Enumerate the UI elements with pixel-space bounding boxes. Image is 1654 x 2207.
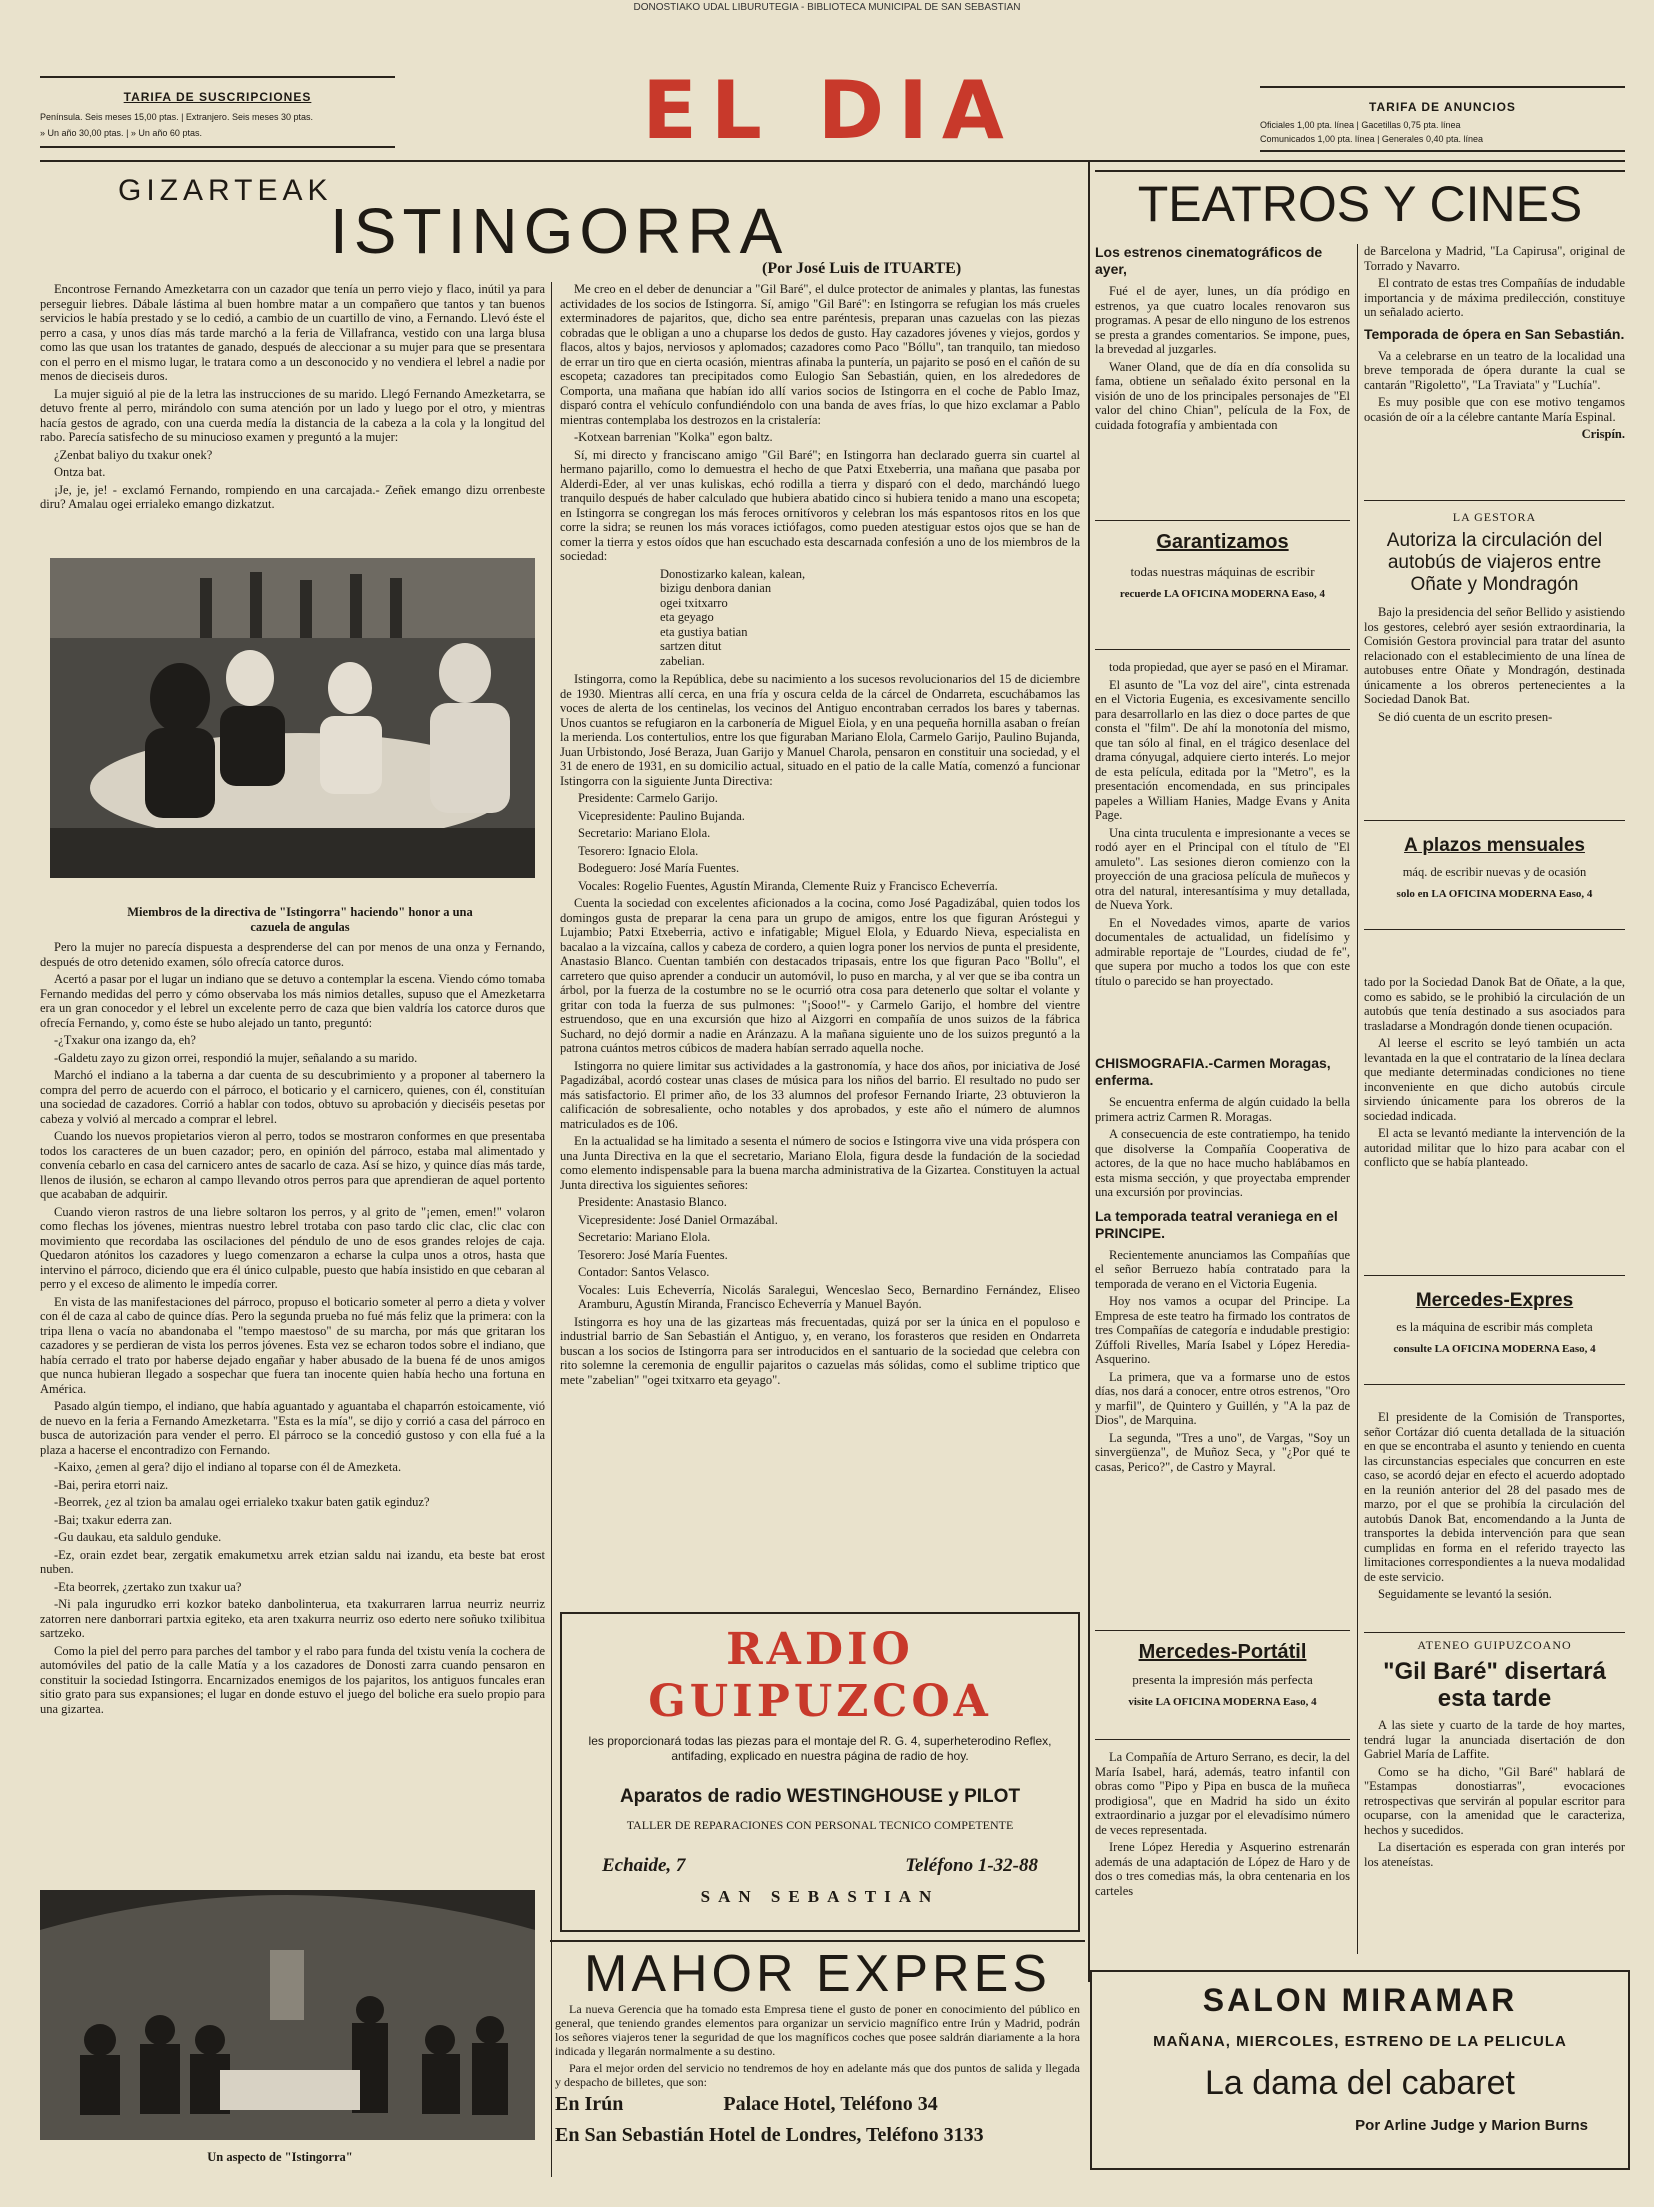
rule (40, 146, 395, 148)
ad-title: MAHOR EXPRES (584, 1945, 1051, 2003)
junta-line: Secretario: Mariano Elola. (578, 826, 711, 840)
verse-line: Donostizarko kalean, kalean, (660, 566, 806, 581)
paragraph: Pero la mujer no parecía dispuesta a desprenderse del can por menos de una onza y Fernando, después de otro detenido examen, sólo ofrecía catorce duros. (40, 940, 545, 969)
teatros-headline: TEATROS Y CINES (1137, 176, 1583, 232)
photo-illustration (40, 1890, 535, 2140)
salon-miramar-ad (1090, 1970, 1630, 2170)
junta-line: Tesorero: José María Fuentes. (578, 1247, 728, 1262)
ad-mercedes-expres (1364, 1275, 1625, 1385)
radio-guipuzcoa-ad (560, 1612, 1080, 1932)
junta-line: Vocales: Rogelio Fuentes, Agustín Miranda, Clemente Ruiz y Francisco Echeverría. (578, 878, 998, 893)
paragraph: Encontrose Fernando Amezketarra con un cazador que tenía un perro viejo y flaco, inútil ya para perseguir liebres. Dábale lástima al buen hombre matar a un compañero que tantos y tan buenos servicios le había prestado y se lo cedió, a cambio de un cuartillo de vino, a Fernando. Llevó éste el perro a casa, y unos días más tarde marchó a la feria de Villafranca, vestido con una larga blusa como las que usan los tratantes de ganado, después de aleccionar a su mujer para que se presentara con el perro en el mismo lugar, le tratara como a un desconocido y no vendiera el lebrel a nadie por menos de dieciseis duros. (40, 282, 545, 383)
dialogue-line: -Bai, perira etorri naiz. (54, 1477, 169, 1492)
junta-line: Tesorero: Ignacio Elola. (578, 843, 699, 858)
photo-caption: Un aspecto de "Istingorra" (207, 2150, 353, 2164)
dialogue-line: -Beorrek, ¿ez al tzion ba amalau ogei errialeko txakur baten gatik eginduz? (54, 1495, 430, 1509)
gestora-label: LA GESTORA (1452, 510, 1537, 524)
verse-line: eta geyago (660, 610, 714, 624)
teatros-column-a-4 (1095, 1750, 1350, 1950)
ad-place-label: En Irún (555, 2093, 624, 2115)
article-column-1 (40, 282, 545, 550)
gestora-headline: Autoriza la circulación del autobús de viajeros entre Oñate y Mondragón (1386, 530, 1603, 595)
ad-city: SAN SEBASTIAN (700, 1887, 940, 1906)
ad-address: Echaide, 7 (602, 1855, 686, 1876)
photo-illustration (50, 558, 535, 878)
ad-title: SALON MIRAMAR (1202, 1982, 1518, 2018)
dialogue-line: -Ez, orain ezdet bear, zergatik emakumetxu arrek etzian saldu nai izandu, eta beste bat erost nuben. (40, 1547, 545, 1576)
ad-title: Mercedes-Portátil (1138, 1641, 1307, 1663)
paragraph: Istingorra es hoy una de las gizarteas más frecuentadas, quizá por ser la única en el populoso e industrial barrio de San Sebastián el Antiguo, y, en verano, los forasteros que residen en Ondarreta buscan a los socios de Istingorra para ser introducidos en el santuario de la sociedad que celebra con rito solemne la ceremonia de engullir pajaritos o cazuelas más sólidas, como el sublime triptico que mete "zabelian" "ogei txitxarro eta geyago". (560, 1314, 1080, 1387)
masthead-rule (40, 160, 1625, 162)
ad-contact (582, 1855, 1058, 1877)
paragraph: Marchó el indiano a la taberna a dar cuenta de su descubrimiento y a proponer al tabernero la compra del perro de acuerdo con el párroco, el boticario y el carnicero, quienes, con él, constituían una sociedad de cazadores. Corrió a hablar con todos, obtuvo su aprobación y dieciséis pesetas por cabeza y volvió al mercado a comprar el lebrel. (40, 1068, 545, 1126)
paragraph: Istingorra, como la República, debe su nacimiento a los sucesos revolucionarios del 15 de diciembre de 1930. Mientras allí cerca, en una fría y oscura celda de la cárcel de Ondarreta, escuchábamos las voces de alerta de los centinelas, los vecinos del Antiguo encontraban cerrados los bares y tabernas. Unos cuantos se refugiaron en la carbonería de Miguel Eiola, y en una pequeña hornilla asaban o freían la merienda. Los contertulios, entre los que figuraban Mariano Elola, Carmelo Garijo, Paulino Bujanda, Juan Urbistondo, José Beraza, Juan Garijo y Manuel Charola, pensaron en constituir una sociedad, y el 31 de enero de 1931, en su domicilio actual, situado en el patio de la calle Matía, comenzó a funcionar Istingorra con la siguiente Junta Directiva: (560, 672, 1080, 788)
paragraph: toda propiedad, que ayer se pasó en el Miramar. (1109, 660, 1349, 674)
article-column-2 (560, 282, 1080, 1772)
dialogue-line: -Gu daukau, eta saldulo genduke. (54, 1530, 222, 1544)
paragraph: La Compañía de Arturo Serrano, es decir, la del María Isabel, hará, además, teatro infantil con obras como "Pipo y Pipa en busca de la muñeca prodigiosa", que en Madrid ha sido un éxito extraordinario a juzgar por el elevadísimo número de veces representada. (1095, 1750, 1350, 1837)
dialogue-line: Ontza bat. (54, 465, 106, 479)
section-label: GIZARTEAK (118, 174, 333, 207)
subscription-heading: TARIFA DE SUSCRIPCIONES (123, 90, 312, 104)
ad-a-plazos (1364, 820, 1625, 930)
gestora-body-2 (1364, 975, 1625, 1270)
paragraph: A las siete y cuarto de la tarde de hoy martes, tendrá lugar la anunciada disertación de don Gabriel María de Laffite. (1364, 1718, 1625, 1761)
teatros-column-a (1095, 244, 1350, 514)
column-rule (551, 282, 552, 2177)
dialogue-line: -Bai; txakur ederra zan. (54, 1512, 172, 1527)
ad-store: visite LA OFICINA MODERNA Easo, 4 (1128, 1696, 1317, 1708)
paragraph: Cuando los nuevos propietarios vieron al perro, todos se mostraron conformes en que presentaba todos los caracteres de un buen cazador; pero, en opinión del párroco, estaba mal alimentado y convenía cebarlo en casa del carnicero antes de sacarlo de caza. Así se hizo, y quince días más tarde, llenos de ilusión, se echaron al campo llevando otros perros para que aprendieran de aquel portento que acababan de adquirir. (40, 1129, 545, 1201)
ad-text: es la máquina de escribir más completa (1396, 1320, 1593, 1334)
ad-film-title: La dama del cabaret (1205, 2064, 1515, 2102)
junta-line: Presidente: Carmelo Garijo. (578, 791, 718, 805)
paragraph: Cuando vieron rastros de una liebre soltaron los perros, y al grito de "¡emen, emen!" volaron como flechas los jóvenes, mientras nuestro lebrel trotaba con paso tardo clic clac, clic clac con movimiento que recordaba las oscilaciones del péndulo de uno de esos grandes relojes de caja. Quedaron atónitos los cazadores y luego comenzaron a echarse la culpa unos a otros, hasta que intervino el párroco, diciendo que era él único culpable, puesto que había insistido en que cebaran al perro y el exceso de alimento le impedía correr. (40, 1204, 545, 1291)
verse-line: sartzen ditut (660, 639, 722, 653)
dialogue-line: -Ni pala ingurudko erri kozkor bateko danbolinterua, eta txakurraren larrua neurriz neurriz zatorren nere danborrari partxia egiteko, eta aren txakurra neurriz oso ederto nere soñuko txilibitua sartzeko. (40, 1597, 545, 1640)
rule (40, 76, 395, 78)
rule (1095, 170, 1625, 172)
paragraph: En vista de las manifestaciones del párroco, propuso el boticario someter al perro a dieta y volver con él de caza al cabo de quince días. Pero la segunda prueba no fué más feliz que la primera: con la tripa llena o vacía no abandonaba el "tempo maestoso" de su marcha, por más que gritaran los cazadores y se perdieran de vista los perros jóvenes. Esta vez se echaron todos sobre el indiano, que había cerrado el trato por haberse dejado engañar y haber abusado de la buena fé de unos amigos que nunca hubieran llegado a sospechar que fuera tan inocente quien había hecho una fortuna en América. (40, 1294, 545, 1396)
gestora-body (1364, 605, 1625, 760)
ad-text: MAÑANA, MIERCOLES, ESTRENO DE LA PELICULA (1153, 2033, 1567, 2050)
ad-title: RADIO GUIPUZCOA (648, 1624, 992, 1727)
paragraph: La primera, que va a formarse uno de estos días, nos dará a conocer, entre otros estrenos, "Oro y marfil", de Quintero y Guillén, y "A la paz de Dios", de Marquina. (1095, 1369, 1350, 1427)
paragraph: tado por la Sociedad Danok Bat de Oñate, a la que, como es sabido, se le prohibió la circulación de un autobús que tenía destinado a sus asociados para trasladarse a Mondragón donde tienen ocupación. (1364, 975, 1625, 1033)
paragraph: Cuenta la sociedad con excelentes aficionados a la cocina, como José Pagadizábal, quien todos los domingos gusta de preparar la cena para un grupo de amigos, entre los que figuran Aróstegui y Lujambio; Patxi Etxeberria, activo e infatigable; Miguel Elola, y Eduardo Nieva, especialista en bacalao a la vizcaína, callos y cabeza de cordero, a quien logra poner los nervios de punta el presidente, Anastasio Blanco. Cuentan también con destacados tripasais, entre los que figuran Paco "Bollu", el carretero que quiso aprender a conducir un automóvil, lo puso en marcha, y al ver que se iba contra un árbol, por la fuerza de la costumbre no se le ocurrió otra cosa para detenerlo que soltar el volante y gritar con toda la fuerza de sus pulmones: "¡Sooo!"- y Carmelo Garijo, el hombre del vientre estruendoso, que en una excursión que hizo al Aizgorri en compañía de unos suizos de la fábrica Suchard, no dejó dormir a nadie en Aránzazu. A la mañana siguiente uno de los suizos preguntó a la patrona cuántos metros cúbicos de madera habían serrado aquella noche. (560, 896, 1080, 1055)
paragraph: Hoy nos vamos a ocupar del Principe. La Empresa de este teatro ha firmado los contratos de tres Compañías de categoría e indudable prestigio: Zúffoli Rivelles, María Isabel y López Heredia-Asquerino. (1095, 1294, 1350, 1366)
dialogue-line: ¡Je, je, je! - exclamó Fernando, rompiendo en una carcajada.- Zeñek emango dizu orrenbeste diru? Amalau ogei errialeko emango dizkatzut. (40, 482, 545, 511)
dialogue-line: -¿Txakur ona izango da, eh? (54, 1033, 196, 1047)
paragraph: -Kotxean barrenian "Kolka" egon baltz. (574, 430, 773, 444)
ad-cast: Por Arline Judge y Marion Burns (1355, 2117, 1588, 2134)
subheading: Temporada de ópera en San Sebastián. (1364, 325, 1625, 342)
paragraph: Se dió cuenta de un escrito presen- (1378, 709, 1553, 724)
paragraph: Bajo la presidencia del señor Bellido y asistiendo los gestores, celebró ayer sesión extraordinaria, la Comisión Gestora provincial para tratar del asunto relacionado con el establecimiento de una línea de autobuses entre Oñate y Mondragón, destinada únicamente a los obreros pertenecientes a la Sociedad Danok Bat. (1364, 605, 1625, 706)
ad-place: Palace Hotel, Teléfono 34 (723, 2093, 938, 2115)
paragraph: de Barcelona y Madrid, "La Capirusa", original de Torrado y Navarro. (1364, 244, 1625, 273)
masthead-title: EL DIA (642, 64, 1018, 157)
junta-line: Vicepresidente: Paulino Bujanda. (578, 808, 745, 823)
subheading: CHISMOGRAFIA.-Carmen Moragas, enferma. (1095, 1055, 1331, 1088)
teatros-column-a-3 (1095, 1055, 1350, 1595)
verse-line: ogei txitxarro (660, 595, 728, 610)
junta-line: Contador: Santos Velasco. (578, 1265, 710, 1279)
archive-source-line: DONOSTIAKO UDAL LIBURUTEGIA - BIBLIOTECA MUNICIPAL DE SAN SEBASTIAN (633, 2, 1021, 13)
signature: Crispín. (1581, 427, 1625, 441)
photo-caption: Miembros de la directiva de "Istingorra" haciendo" honor a una cazuela de angulas (127, 905, 473, 934)
paragraph: El presidente de la Comisión de Transportes, señor Cortázar dió cuenta detallada de la situación en que se encontraba el asunto y teniendo en cuenta las circunstancias especiales que concurren en este caso, se acordó dejar en efecto el acuerdo adoptado en la reunión anterior del 28 del pasado mes de marzo, por el que se prohibía la circulación del autobús Danok Bat, encomendando a la Junta de transportes la debida intervención para que sean cumplidas en forma en el referido trayecto las limitaciones correspondientes a la nueva modalidad de este servicio. (1364, 1410, 1625, 1584)
ad-store: recuerde LA OFICINA MODERNA Easo, 4 (1119, 588, 1326, 600)
column-rule (1357, 244, 1358, 1954)
ad-text: Para el mejor orden del servicio no tendremos de hoy en adelante más que dos puntos de salida y llegada y despacho de billetes, que son: (555, 2061, 1080, 2089)
article-column-1-continued (40, 940, 545, 1895)
photo-istingorra-aspect (40, 1890, 535, 2140)
ad-garantizamos (1095, 520, 1350, 650)
ad-title: Garantizamos (1156, 531, 1289, 553)
paragraph: Va a celebrarse en un teatro de la localidad una breve temporada de ópera durante la cual se cantarán "Rigoletto", "La Traviata" y "Luchía". (1364, 348, 1625, 392)
paragraph: Irene López Heredia y Asquerino estrenarán además de una adaptación de López de Haro y de dos o tres comedias más, la obra centenaria en los carteles (1095, 1840, 1350, 1898)
ad-phone: Teléfono 1-32-88 (905, 1855, 1038, 1876)
paragraph: Me creo en el deber de denunciar a "Gil Baré", el dulce protector de animales y plantas, las funestas actividades de los socios de Istingorra. Sí, amigo "Gil Baré": en Istingorra se refugian los más crueles exterminadores de pajaritos, que, dicho sea entre paréntesis, preparan unas cazuelas con las piezas cobradas que le obligan a uno a chuparse los dedos de gusto. Hay cazadores jóvenes y viejos, gordos y flacos, altos y bajos, nerviosos y aplomados; cazadores como Paco "Bóllu", tan tranquilo, tan miedoso de errar un tiro que en cierta ocasión, mientras afinaba la puntería, un pajarito se posó en el cañón de su escopeta; cazadores tan precipitados como Eulogio San Sebastián, quien, en los alrededores de Comporta, una mañana que habían ido allí varios socios de Istingorra en el coche de Pablo Imaz, disparó contra el vehículo confundiéndolo con una banda de aves frías, lo que hizo exclamar a Pablo mientras contemplaba los destrozos en la cristalería: (560, 282, 1080, 427)
subscription-row: » Un año 30,00 ptas. | » Un año 60 ptas. (40, 128, 202, 138)
verse-line: bizigu denbora danian (660, 581, 772, 595)
junta-line: Bodeguero: José María Fuentes. (578, 861, 740, 875)
ad-text: La nueva Gerencia que ha tomado esta Empresa tiene el gusto de poner en conocimiento del público en general, que teniendo grandes elementos para organizar un servicio magnífico entre Irún y Madrid, podrán los señores viajeros tener la seguridad de que los magníficos coches que posee saldrán diariamente a la hora indicada y llegarán normalmente a su destino. (555, 2002, 1080, 2058)
ateneo-headline: "Gil Baré" disertará esta tarde (1383, 1658, 1606, 1712)
ad-text: máq. de escribir nuevas y de ocasión (1402, 865, 1587, 879)
ad-text: todas nuestras máquinas de escribir (1130, 564, 1315, 579)
ad-title: A plazos mensuales (1404, 835, 1585, 856)
paragraph: El acta se levantó mediante la intervención de la autoridad militar que lo hizo para acabar con el conflicto que se había planteado. (1364, 1126, 1625, 1169)
dialogue-line: -Galdetu zayo zu gizon orrei, respondió la mujer, señalando a su marido. (54, 1050, 418, 1065)
ad-store: consulte LA OFICINA MODERNA Easo, 4 (1393, 1343, 1596, 1355)
paragraph: En el Novedades vimos, aparte de varios documentales de actualidad, un fidelísimo y admirable reportaje de "Lourdes, ciudad de fe", que supera por mucho a todos los que con este título o parecido se han proyectado. (1095, 915, 1350, 988)
paragraph: Una cinta truculenta e impresionante a veces se rodó ayer en el Principal con el título de "El amuleto". Las sesiones dieron comienzo con la proyección de una graciosa película de muñecos y otra del natural, interesantísima y muy detallada, de Nueva York. (1095, 825, 1350, 912)
teatros-column-a-2 (1095, 660, 1350, 1045)
dialogue-line: -Eta beorrek, ¿zertako zun txakur ua? (54, 1579, 242, 1594)
ateneo-body (1364, 1718, 1625, 1948)
paragraph: Sí, mi directo y franciscano amigo "Gil Baré"; en Istingorra han declarado guerra sin cuartel al hermano pajarillo, como lo demuestra el hecho de que Patxi Etxeberria, una mañana que pasaba por Alderdi-Eder, al ver unas kuliskas, echó rodilla a tierra y disparó con el dedo, marchándó luego tranquilo después de haber calculado que hubiera abatido cinco si hubiera tenido a mano una escopeta; en Istingorra se congregan los más feroces ornitívoros y celebran los más espantosos ritos en los que corre la sidra; se reunen los más voraces ictiófagos, como pueden atestiguar estos ojos que se han de comer la tierra y estos oídos que han escuchado esta descarnada confesión a uno de los miembros de la sociedad: (560, 447, 1080, 563)
paragraph: Seguidamente se levantó la sesión. (1378, 1587, 1552, 1601)
paragraph: La disertación es esperada con gran interés por los ateneístas. (1364, 1840, 1625, 1869)
rule (1260, 150, 1625, 152)
column-rule (1088, 162, 1090, 1982)
paragraph: Fué el de ayer, lunes, un día pródigo en estrenos, ya que cuatro locales renovaron sus programas. A pesar de ello ninguno de los estrenos se presta a grandes comentarios. Se impone, pues, la brevedad al juzgarles. (1095, 284, 1350, 356)
paragraph: Como la piel del perro para parches del tambor y el rabo para funda del txistu venía la cochera de automóviles del patio de la calle Matía y a los cazadores de Donosti zarra cuando pensaron en constituir la sociedad Istingorra. Encarnizados enemigos de los pajaritos, los antiguos funcales eran sitio grato para sus expansiones; el lugar en donde estuvo el juego del boliche era suelo propio para una gizartea. (40, 1643, 545, 1716)
dialogue-line: -Kaixo, ¿emen al gera? dijo el indiano al toparse con él de Amezketa. (54, 1460, 402, 1474)
ad-text: presenta la impresión más perfecta (1132, 1672, 1313, 1687)
paragraph: El asunto de "La voz del aire", cinta estrenada en el Victoria Eugenia, es excesivamente sencillo para desarrollarlo en las diez o doce partes de que consta el "film". De ahí la monotonía del mismo, que tan sólo al final, en el trágico desenlace del drama cónyugal, adquiere cierto interés. Lo mejor de esta película, editada por la "Metro", es la presentación encomendada, en sus principales papeles a William Hanies, Madge Evans y Anita Page. (1095, 677, 1350, 822)
mahor-expres-ad (550, 1940, 1085, 2190)
ad-irun-line (555, 2093, 1080, 2116)
photo-directiva-angulas (50, 558, 535, 878)
junta-line: Vicepresidente: José Daniel Ormazábal. (578, 1212, 778, 1227)
paragraph: Acertó a pasar por el lugar un indiano que se detuvo a contemplar la escena. Viendo cómo tomaba Fernando medidas del perro y cómo observaba los más nimios detalles, supuso que el Amezketarra era un gran conocedor y el lebrel un excelente perro de caza que bien valdría los catorce duros que ofrecía Fernando, y, como éste se hubo alejado un tanto, preguntó: (40, 972, 545, 1030)
subscription-row: Península. Seis meses 15,00 ptas. | Extranjero. Seis meses 30 ptas. (40, 112, 313, 122)
subheading: Los estrenos cinematográficos de ayer, (1095, 244, 1323, 277)
paragraph: El contrato de estas tres Compañías de indudable importancia y de máxima predilección, constituye un señalado acierto. (1364, 276, 1625, 319)
paragraph: Al leerse el escrito se leyó también un acta levantada en la que el contratario de la línea declara que mediante determinadas condiciones no tiene inconveniente en que dicho autobús circule sirviendo únicamente para los obreros de la sociedad indicada. (1364, 1036, 1625, 1123)
verse-line: zabelian. (660, 653, 705, 668)
ad-rates-row: Oficiales 1,00 pta. línea | Gacetillas 0,75 pta. línea (1260, 120, 1461, 130)
ad-text: TALLER DE REPARACIONES CON PERSONAL TECNICO COMPETENTE (626, 1818, 1014, 1832)
ad-rates-row: Comunicados 1,00 pta. línea | Generales 0,40 pta. línea (1260, 134, 1483, 144)
paragraph: Istingorra no quiere limitar sus actividades a la gastronomía, y hace dos años, por iniciativa de José Pagadizábal, acordó costear unas clases de música para los niños del barrio. El resultado no pudo ser más satisfactorio. El primer año, de los 33 alumnos del profesor Fernando Iriarte, 23 obtuvieron la calificación de sobresaliente, ocho notables y dos aprobados, y este año el número de alumnos matriculados es de 106. (560, 1058, 1080, 1131)
rule (1260, 86, 1625, 88)
paragraph: Waner Oland, que de día en día consolida su fama, obtiene un señalado éxito personal en la visión de uno de los principales personajes de "El valor del chino Chian", película de la Fox, de cuidada fotografía y ambientada con (1095, 359, 1350, 432)
gestora-body-3 (1364, 1410, 1625, 1630)
subheading: La temporada teatral veraniega en el PRINCIPE. (1095, 1207, 1338, 1241)
junta-line: Vocales: Luis Echeverría, Nicolás Saralegui, Wenceslao Seco, Bernardino Fernández, Eliseo Aramburu, Agustín Miranda, Francisco Echeverría y Manuel Bayón. (578, 1282, 1080, 1311)
dialogue-line: ¿Zenbat baliyo du txakur onek? (54, 447, 213, 462)
ad-text: les proporcionará todas las piezas para el montaje del R. G. 4, superheterodino Reflex, antifading, explicado en nuestra página de radio de hoy. (588, 1734, 1052, 1763)
ateneo-label: ATENEO GUIPUZCOANO (1417, 1638, 1572, 1652)
paragraph: Como se ha dicho, "Gil Baré" hablará de "Estampas donostiarras", evocaciones retrospectivas que servirán al popular escritor para ocuparse, con la amenidad que le caracteriza, hechos y sucedidos. (1364, 1764, 1625, 1837)
ad-mercedes-portatil (1095, 1630, 1350, 1740)
rule (1364, 1632, 1625, 1633)
article-headline: ISTINGORRA (330, 195, 789, 267)
paragraph: Pasado algún tiempo, el indiano, que había aguantado y aguantaba el chaparrón estoicamente, vió de nuevo en la feria a Fernando Amezketarra. "Esta es la mía", se dijo y corrió a casa del párroco en busca de autorización para vender el perro. El párroco se la concedió gustoso y con ella fué a la plaza a hacerse el encontradizo con Fernando. (40, 1399, 545, 1457)
ad-store: solo en LA OFICINA MODERNA Easo, 4 (1396, 888, 1593, 900)
teatros-column-b (1364, 244, 1625, 484)
paragraph: Recientemente anunciamos las Compañías que el señor Berruezo había contratado para la temporada de verano en el Victoria Eugenia. (1095, 1247, 1350, 1291)
ad-rates-heading: TARIFA DE ANUNCIOS (1369, 100, 1516, 114)
verse (660, 567, 1080, 669)
paragraph: La segunda, "Tres a uno", de Vargas, "Soy un sinvergüenza", de Muñoz Seca, y "¿Por qué te casas, Perico?", de Castro y Mayral. (1095, 1430, 1350, 1474)
paragraph: A consecuencia de este contratiempo, ha tenido que disolverse la Compañía Cooperativa de actores, de la que no hace mucho hablábamos en esta misma sección, y que proyectaba emprender una excursión por provincias. (1095, 1127, 1350, 1199)
paragraph: La mujer siguió al pie de la letra las instrucciones de su marido. Llegó Fernando Amezketarra, se detuvo frente al perro, mirándolo con suma atención por un lado y luego por el otro, y mientras hacía gestos de agrado, con una cuerda medía la distancia de la cabeza a la cola y la longitud del rabo. Parecía satisfecho de su minucioso examen y preguntó a la mujer: (40, 386, 545, 444)
paragraph: Se encuentra enferma de algún cuidado la bella primera actriz Carmen R. Moragas. (1095, 1095, 1350, 1124)
ad-text: Aparatos de radio WESTINGHOUSE y PILOT (619, 1786, 1021, 1807)
paragraph: Es muy posible que con ese motivo tengamos ocasión de oír a la célebre cantante María Espinal. (1364, 395, 1625, 424)
ad-title: Mercedes-Expres (1415, 1290, 1574, 1311)
junta-line: Secretario: Mariano Elola. (578, 1230, 711, 1244)
rule (1364, 500, 1625, 501)
junta-line: Presidente: Anastasio Blanco. (578, 1195, 727, 1209)
paragraph: En la actualidad se ha limitado a sesenta el número de socios e Istingorra vive una vida próspera con una Junta Directiva en la que el secretario, Mariano Elola, figura desde la fundación de la sociedad como elemento indispensable para la buena marcha administrativa de la Gizartea. Constituyen la actual Junta directiva los siguientes señores: (560, 1134, 1080, 1192)
ad-place: En San Sebastián Hotel de Londres, Teléfono 3133 (555, 2124, 984, 2146)
article-byline: (Por José Luis de ITUARTE) (762, 260, 962, 277)
verse-line: eta gustiya batian (660, 624, 748, 639)
